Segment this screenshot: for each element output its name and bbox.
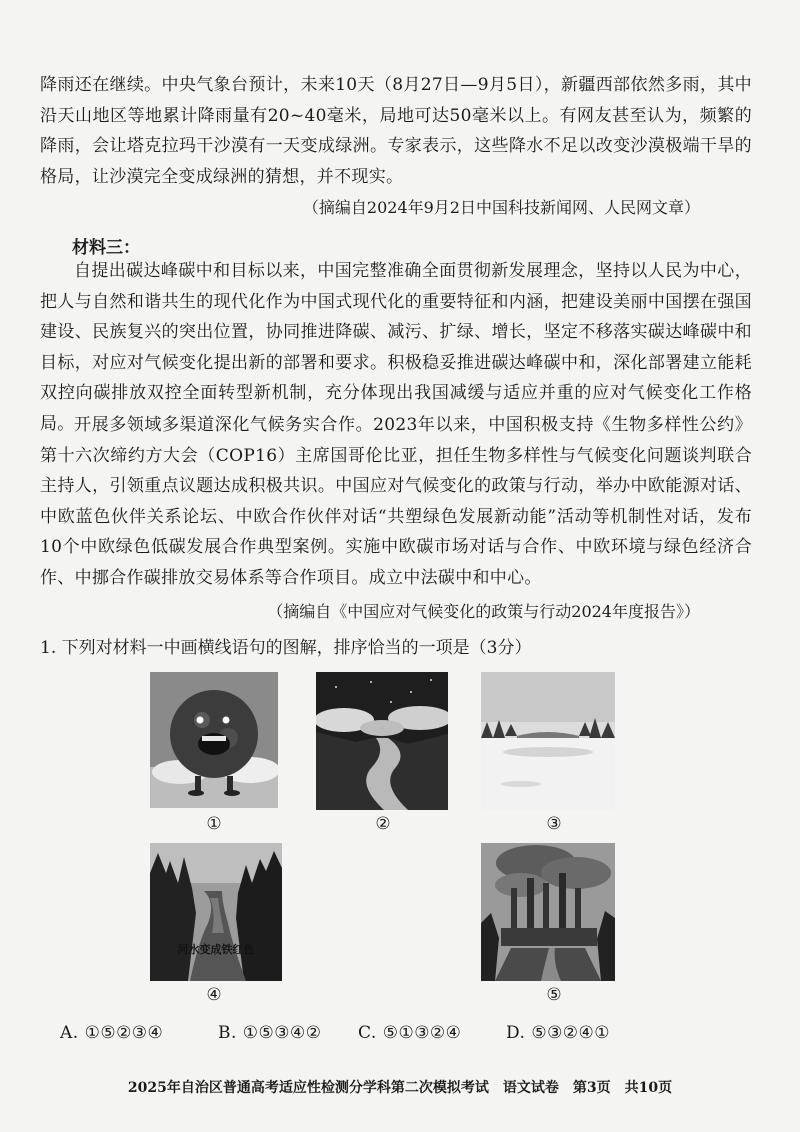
figure-4-red-river (150, 843, 282, 981)
figure-1-crying-earth (150, 672, 278, 808)
option-c: C. ⑤①③②④ (358, 1023, 462, 1043)
material3-paragraph-2: 开展多领域多渠道深化气候务实合作。2023年以来，中国积极支持《生物多样性公约》第十六次缔约方大会（COP16）主席国哥伦比亚，担任生物多样性与气候变化问题谈判联合主持人，引领重点议题达成积极共识。中国应对气候变化的政策与行动，举办中欧能源对话、中欧蓝色伙伴关系论坛、中欧合作伙伴对话“共塑绿色发展新动能”活动等机制性对话，发布10个中欧绿色低碳发展合作典型案例。实施中欧碳市场对话与合作、中欧环境与绿色经济合作、中挪合作碳排放交易体系等合作项目。成立中法碳中和中心。 (40, 415, 752, 588)
option-b: B. ①⑤③④② (218, 1023, 322, 1043)
option-d: D. ⑤③②④① (506, 1023, 611, 1043)
figure-1-caption: ① (206, 814, 222, 834)
material3-heading: 材料三： (72, 238, 140, 258)
material2-tail-paragraph: 降雨还在继续。中央气象台预计，未来10天（8月27日—9月5日），新疆西部依然多雨，其中沿天山地区等地累计降雨量有20~40毫米，局地可达50毫米以上。有网友甚至认为，频繁的降雨，会让塔克拉玛干沙漠有一天变成绿洲。专家表示，这些降水不足以改变沙漠极端干旱的格局，让沙漠完全变成绿洲的猜想，并不现实。 (40, 75, 752, 187)
figure-2-night-river (316, 672, 448, 810)
material3-source: （摘编自《中国应对气候变化的政策与行动2024年度报告》） (267, 602, 700, 621)
figure-2-caption: ② (375, 814, 391, 834)
question-1: 1. 下列对材料一中画横线语句的图解，排序恰当的一项是（3分） (40, 638, 532, 658)
option-a: A. ①⑤②③④ (60, 1023, 164, 1043)
material2-source: （摘编自2024年9月2日中国科技新闻网、人民网文章） (302, 198, 700, 217)
figure-5-factory-smoke (481, 843, 615, 981)
figure-5-caption: ⑤ (546, 985, 562, 1005)
figure-4-caption: ④ (206, 985, 222, 1005)
figure-3-snow-landscape (481, 672, 615, 810)
material3-paragraph-1: 自提出碳达峰碳中和目标以来，中国完整准确全面贯彻新发展理念，坚持以人民为中心，把人与自然和谐共生的现代化作为中国式现代化的重要特征和内涵，把建设美丽中国摆在强国建设、民族复兴的突出位置，协同推进降碳、减污、扩绿、增长，坚定不移落实碳达峰碳中和目标，对应对气候变化提出新的部署和要求。积极稳妥推进碳达峰碳中和，深化部署建立能耗双控向碳排放双控全面转型新机制，充分体现出我国减缓与适应并重的应对气候变化工作格局。 (40, 261, 752, 434)
figure-3-caption: ③ (546, 814, 562, 834)
page-footer: 2025年自治区普通高考适应性检测分学科第二次模拟考试 语文试卷 第3页 共10页 (127, 1080, 673, 1096)
figure-4-label: 河水变成铁红色 (177, 943, 255, 956)
